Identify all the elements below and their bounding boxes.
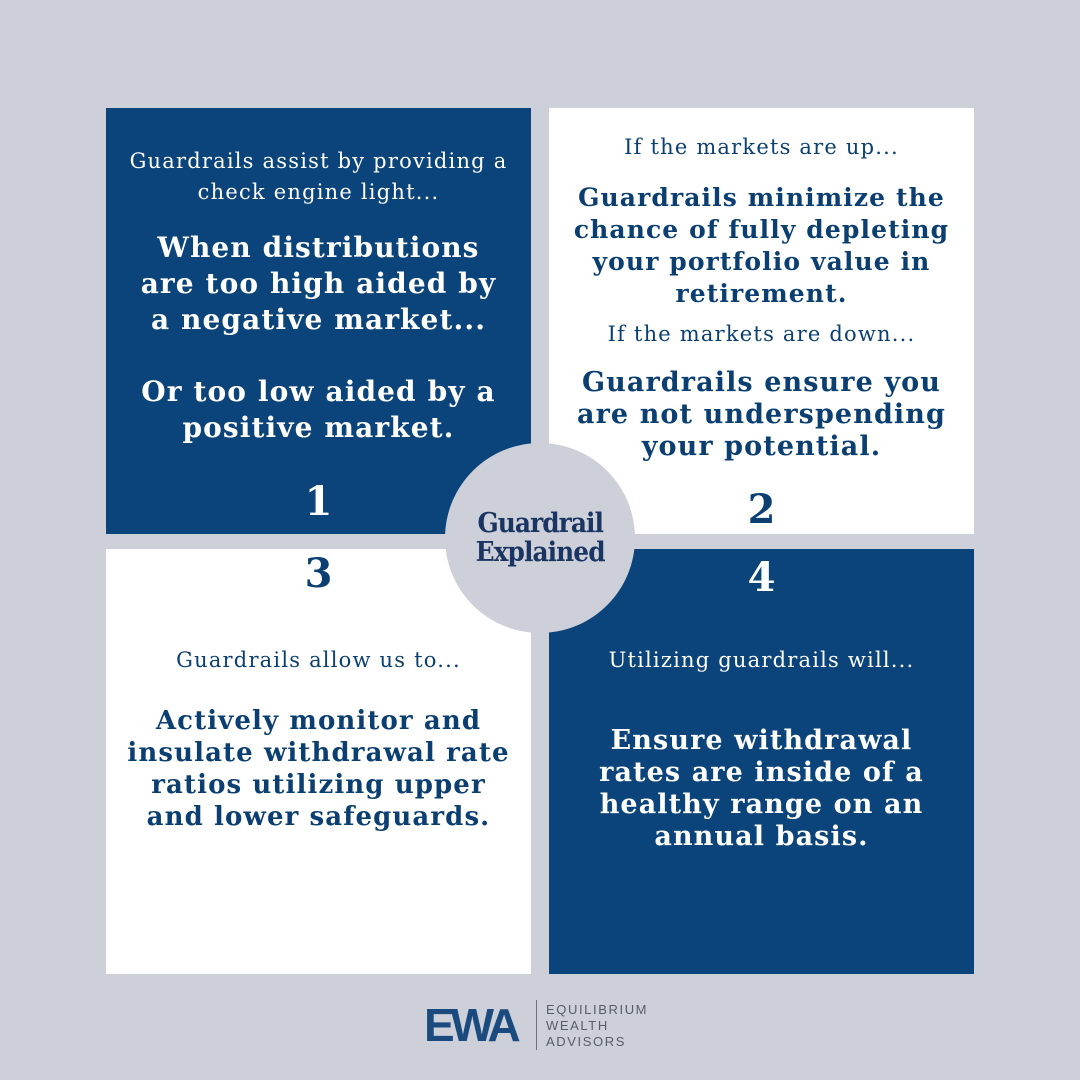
center-title-line-2: Explained — [475, 537, 605, 568]
quadrant-4-number: 4 — [747, 554, 776, 601]
logo-mark: EWA — [424, 999, 517, 1051]
company-logo — [424, 1000, 664, 1052]
quadrant-4-text: Ensure withdrawal rates are inside of a healthy range on an annual basis. — [599, 725, 924, 852]
quadrant-1 — [106, 108, 531, 534]
quadrant-2-text-down: Guardrails ensure you are not underspending your potential. — [577, 367, 946, 462]
quadrant-2-number: 2 — [747, 486, 776, 533]
logo-divider — [536, 1000, 537, 1050]
center-title-line-1: Guardrail — [477, 508, 603, 539]
quadrant-2-text-up: Guardrails minimize the chance of fully depleting your portfolio value in retirement. — [573, 183, 950, 308]
quadrant-3-intro: Guardrails allow us to... — [176, 648, 461, 672]
quadrant-3-number: 3 — [304, 550, 333, 597]
quadrant-1-text-a: When distributions are too high aided by a negative market... — [140, 231, 497, 336]
logo-wordmark — [546, 1002, 648, 1050]
logo-word-3: ADVISORS — [546, 1034, 626, 1049]
logo-word-2: WEALTH — [546, 1018, 609, 1033]
quadrant-2 — [549, 108, 974, 534]
quadrant-4-intro: Utilizing guardrails will... — [608, 648, 915, 672]
quadrant-1-text-b: Or too low aided by a positive market. — [141, 375, 496, 444]
quadrant-1-number: 1 — [304, 478, 333, 525]
quadrant-3 — [106, 549, 531, 974]
quadrant-2-intro-down: If the markets are down... — [607, 322, 916, 346]
center-badge — [445, 443, 635, 633]
quadrant-4 — [549, 549, 974, 974]
quadrant-3-text: Actively monitor and insulate withdrawal rate ratios utilizing upper and lower safeguards. — [127, 706, 510, 832]
logo-word-1: EQUILIBRIUM — [546, 1002, 649, 1017]
quadrant-1-intro: Guardrails assist by providing a check engine light... — [129, 149, 508, 204]
quadrant-2-intro-up: If the markets are up... — [624, 135, 899, 159]
